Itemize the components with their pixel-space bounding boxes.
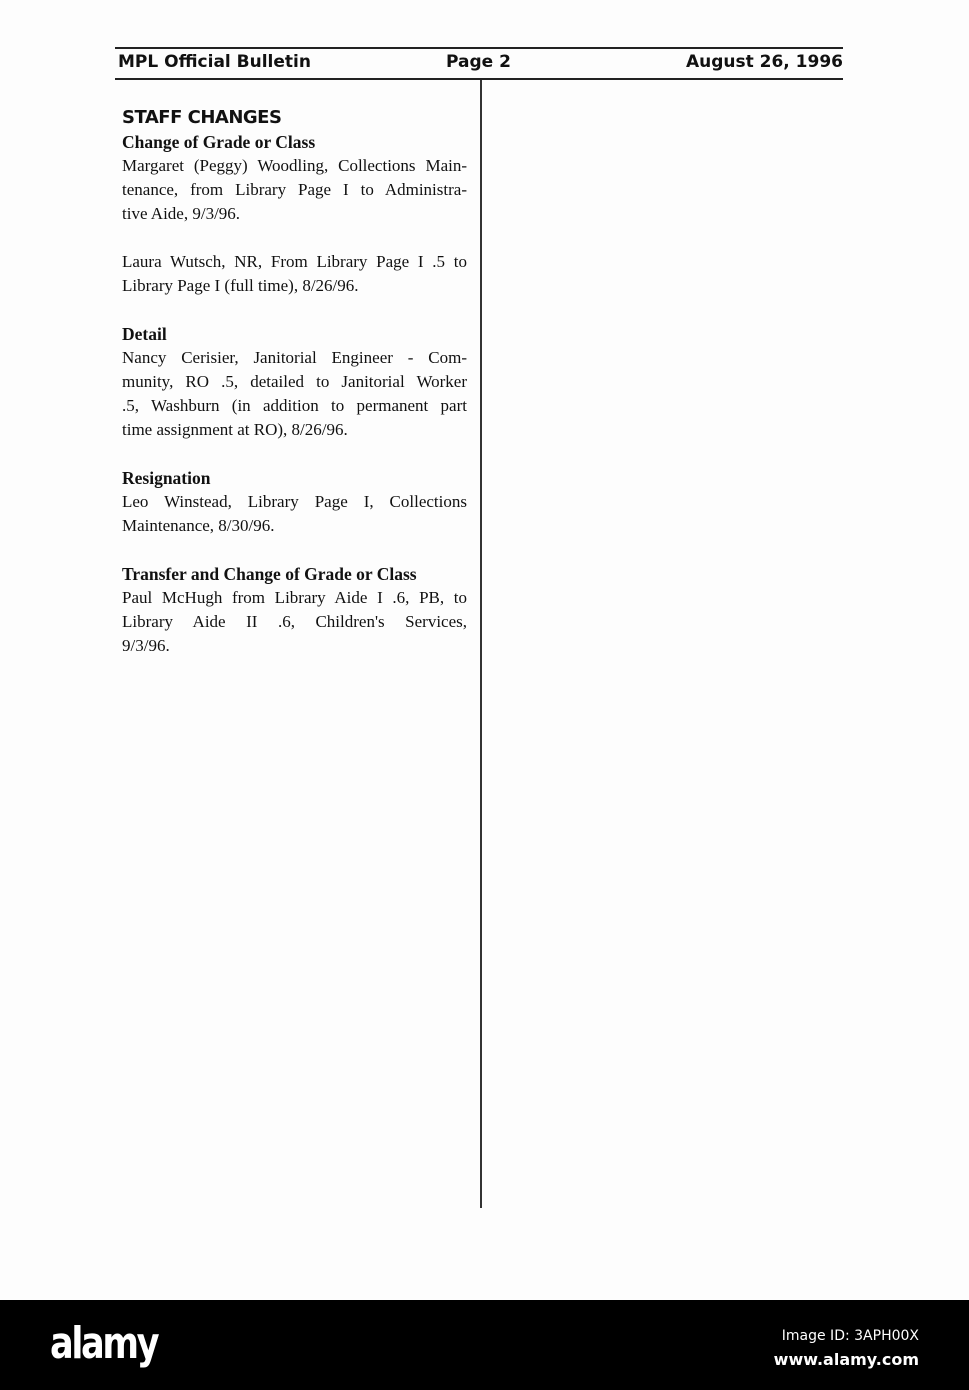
entry-line: tenance, from Library Page I to Administra- — [122, 180, 467, 199]
section-heading: Transfer and Change of Grade or Class — [122, 564, 417, 584]
staff-change-section — [122, 562, 467, 658]
page-number: Page 2 — [446, 52, 511, 72]
section-heading: Change of Grade or Class — [122, 132, 316, 152]
staff-change-section — [122, 130, 467, 298]
issue-date: August 26, 1996 — [685, 52, 843, 72]
alamy-logo: alamy — [50, 1318, 158, 1369]
column-divider — [480, 80, 482, 1208]
entry-line: Leo Winstead, Library Page I, Collections — [122, 492, 467, 511]
watermark-bar — [0, 1300, 969, 1390]
header-top-rule — [115, 47, 843, 49]
staff-change-section — [122, 322, 467, 442]
entry-line: Maintenance, 8/30/96. — [122, 516, 275, 535]
entry-line: .5, Washburn (in addition to permanent part — [122, 396, 467, 415]
entry-line: Laura Wutsch, NR, From Library Page I .5 to — [122, 252, 467, 271]
staff-change-entry — [122, 490, 467, 538]
entry-line: munity, RO .5, detailed to Janitorial Worker — [122, 372, 467, 391]
entry-line: Library Aide II .6, Children's Services, — [122, 612, 467, 631]
entry-line: 9/3/96. — [122, 636, 170, 655]
section-heading: Resignation — [122, 468, 211, 488]
staff-change-entry — [122, 346, 467, 442]
staff-change-entry — [122, 154, 467, 226]
section-heading: Detail — [122, 324, 167, 344]
image-id: Image ID: 3APH00X — [781, 1328, 919, 1344]
section-title: STAFF CHANGES — [122, 107, 282, 128]
staff-change-entry — [122, 250, 467, 298]
entry-line: time assignment at RO), 8/26/96. — [122, 420, 348, 439]
entry-line: Library Page I (full time), 8/26/96. — [122, 276, 359, 295]
left-column — [122, 106, 467, 682]
watermark-url: www.alamy.com — [773, 1350, 919, 1369]
entry-line: Paul McHugh from Library Aide I .6, PB, to — [122, 588, 467, 607]
staff-change-entry — [122, 586, 467, 658]
publication-name: MPL Official Bulletin — [118, 52, 311, 72]
entry-line: Nancy Cerisier, Janitorial Engineer - Com- — [122, 348, 467, 367]
entry-line: tive Aide, 9/3/96. — [122, 204, 241, 223]
header-bottom-rule — [115, 78, 843, 80]
staff-change-section — [122, 466, 467, 538]
entry-line: Margaret (Peggy) Woodling, Collections Main- — [122, 156, 467, 175]
